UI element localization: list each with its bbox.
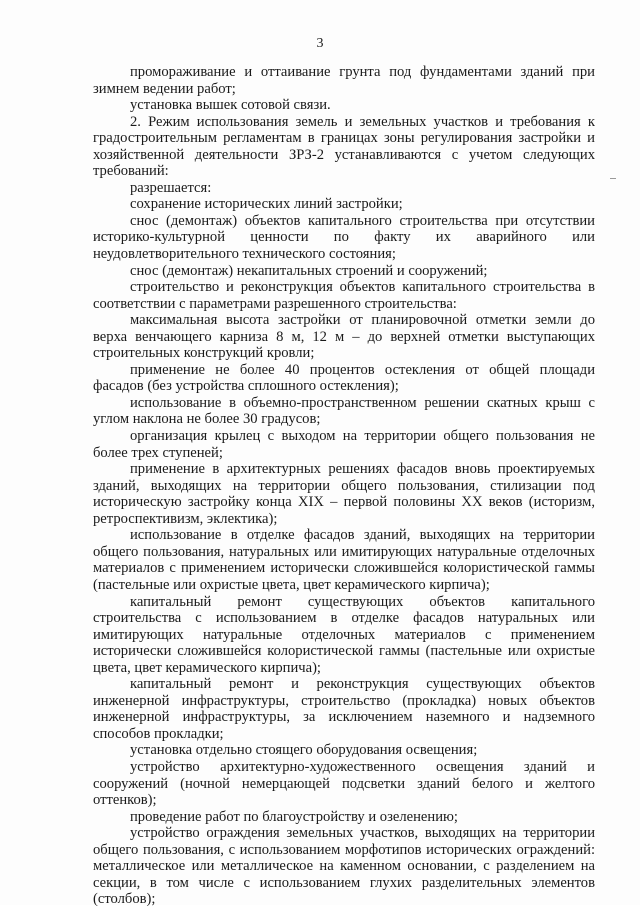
- paragraph: установка вышек сотовой связи.: [130, 97, 331, 114]
- paragraph: использование в объемно-пространственном решении скатных крыш с углом наклона не более 30 градусов;: [93, 394, 595, 428]
- paragraph: устройство архитектурно-художественного освещения зданий и сооружений (ночной немерцающей подсветки зданий белого и желтого оттенков);: [93, 758, 595, 809]
- document-body: [93, 64, 595, 908]
- paragraph: устройство ограждения земельных участков, выходящих на территории общего пользования, с использованием морфотипов исторических ограждений: металлическое или металлическое на каменном основании, с разделением на секции, в том числе с использованием глухих разделительных элементов (столбов);: [93, 825, 595, 908]
- paragraph: организация крылец с выходом на территории общего пользования не более трех ступеней;: [93, 428, 595, 461]
- scan-edge-mark: [610, 178, 616, 179]
- paragraph: капитальный ремонт существующих объектов капитального строительства с использованием в отделке фасадов натуральных или имитирующих натуральные отделочных материалов с применением исторически сложившейся колористической гаммы (пастельные или охристые цвета, цвет керамического кирпича);: [93, 593, 595, 676]
- paragraph: максимальная высота застройки от планировочной отметки земли до верха венчающего карниза 8 м, 12 м – до верхней отметки выступающих строительных конструкций кровли;: [93, 312, 595, 362]
- page-number: 3: [316, 36, 324, 51]
- paragraph: капитальный ремонт и реконструкция существующих объектов инженерной инфраструктуры, строительство (прокладка) новых объектов инженерной инфраструктуры, за исключением наземного и надземного способов прокладки;: [93, 676, 595, 742]
- paragraph: использование в отделке фасадов зданий, выходящих на территории общего пользования, натуральных или имитирующих натуральные отделочных материалов с применением исторически сложившейся колористической гаммы (пастельные или охристые цвета, цвет керамического кирпича);: [93, 527, 595, 593]
- paragraph: 2. Режим использования земель и земельных участков и требования к градостроительным регламентам в границах зоны регулирования застройки и хозяйственной деятельности ЗРЗ-2 устанавливаются с учетом следующих требований:: [93, 113, 595, 180]
- paragraph: снос (демонтаж) объектов капитального строительства при отсутствии историко-культурной ценности по факту их аварийного или неудовлетворительного технического состояния;: [93, 212, 595, 263]
- paragraph: строительство и реконструкция объектов капитального строительства в соответствии с параметрами разрешенного строительства:: [93, 279, 595, 312]
- paragraph: проведение работ по благоустройству и озеленению;: [130, 808, 458, 825]
- paragraph: сохранение исторических линий застройки;: [130, 196, 403, 213]
- paragraph: снос (демонтаж) некапитальных строений и сооружений;: [130, 262, 488, 279]
- paragraph: разрешается:: [130, 179, 212, 196]
- paragraph: применение не более 40 процентов остекления от общей площади фасадов (без устройства сплошного остекления);: [93, 361, 595, 395]
- paragraph: промораживание и оттаивание грунта под фундаментами зданий при зимнем ведении работ;: [93, 64, 595, 97]
- paragraph: установка отдельно стоящего оборудования освещения;: [130, 742, 478, 759]
- paragraph: применение в архитектурных решениях фасадов вновь проектируемых зданий, выходящих на территории общего пользования, стилизации под историческую застройку конца XIX – первой половины XX веков (историзм, ретроспективизм, эклектика);: [93, 461, 595, 527]
